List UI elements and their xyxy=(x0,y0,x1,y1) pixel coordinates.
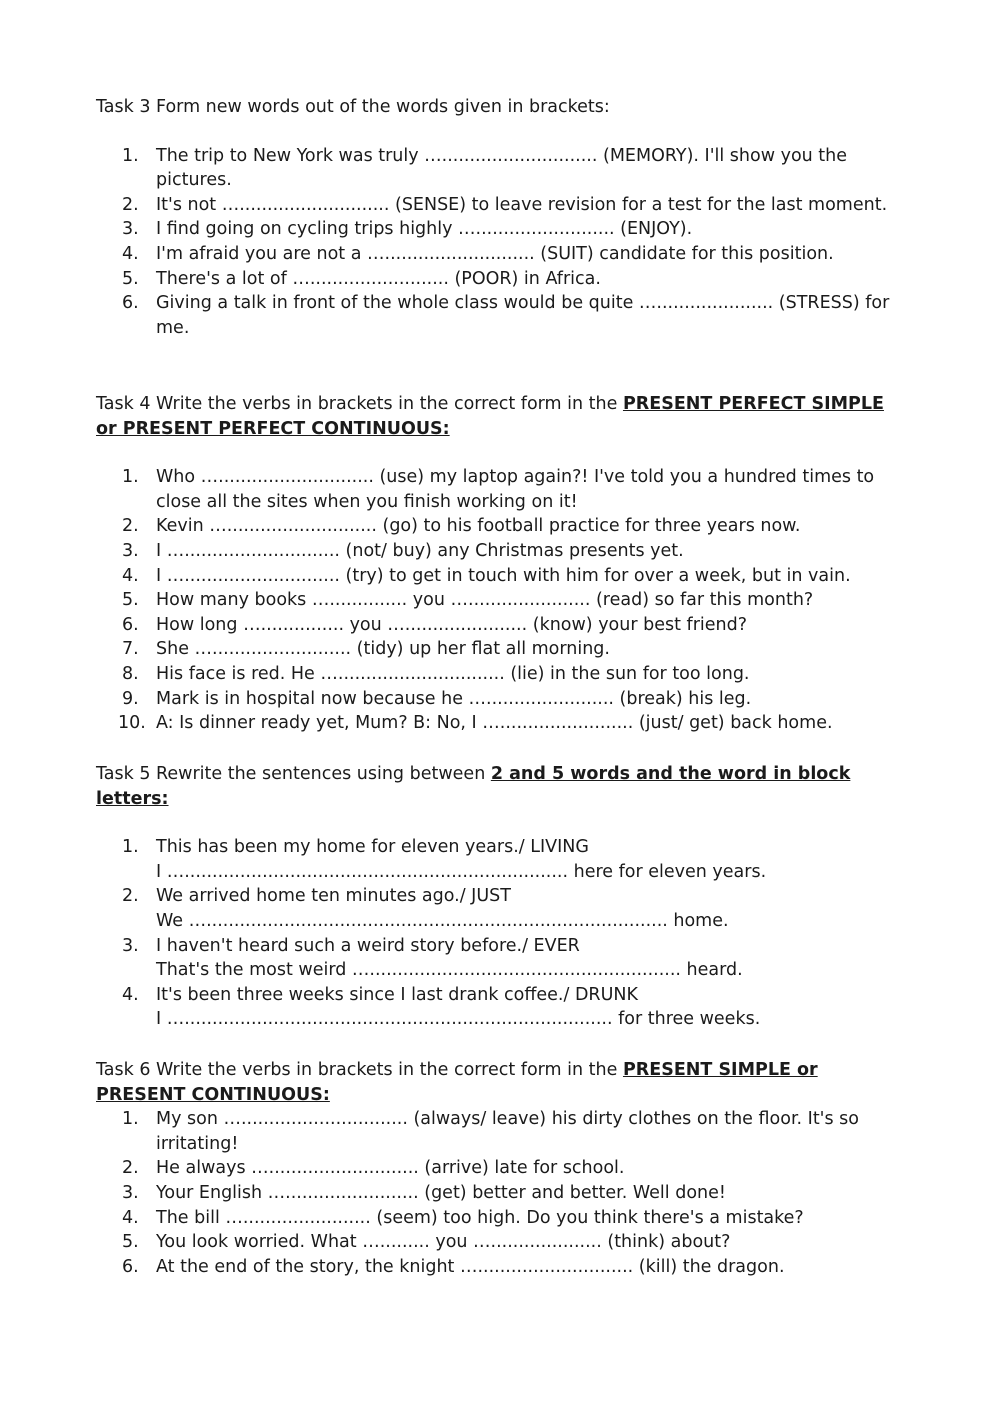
item-text: The trip to New York was truly …............................ (MEMORY). I'll show you the pictures. xyxy=(156,145,848,191)
list-item xyxy=(96,539,906,564)
item-text: I …............................ (try) to get in touch with him for over a week, but in vain. xyxy=(156,565,851,586)
item-text: Who …............................ (use) my laptop again?! I've told you a hundred times to close all the sites when you finish working on it! xyxy=(156,467,875,512)
task-4-heading xyxy=(96,392,906,441)
item-number: 4. xyxy=(122,984,139,1005)
list-item xyxy=(96,564,906,589)
item-number: 10. xyxy=(118,713,146,734)
item-number: 3. xyxy=(122,935,139,956)
item-number: 6. xyxy=(122,1256,139,1277)
list-item xyxy=(96,1107,906,1156)
item-text: I haven't heard such a weird story before./ EVER xyxy=(156,935,580,956)
list-item xyxy=(96,711,906,736)
item-text: How many books ….............. you …...................... (read) so far this month? xyxy=(156,590,814,611)
list-item xyxy=(96,217,906,242)
list-item xyxy=(96,1206,906,1231)
list-item xyxy=(96,1156,906,1181)
item-number: 2. xyxy=(122,516,139,537)
item-number: 7. xyxy=(122,639,139,660)
item-number: 5. xyxy=(122,1232,139,1253)
item-number: 4. xyxy=(122,243,139,264)
list-item xyxy=(96,144,906,193)
answer-line: I …............................................................................. for three weeks. xyxy=(156,1009,761,1030)
list-item xyxy=(96,613,906,638)
item-number: 1. xyxy=(122,467,139,488)
item-number: 3. xyxy=(122,1182,139,1203)
list-item xyxy=(96,934,906,983)
list-item xyxy=(96,291,906,340)
task-6-section xyxy=(96,1058,906,1279)
item-number: 3. xyxy=(122,540,139,561)
item-number: 9. xyxy=(122,688,139,709)
task-4-heading-text: Task 4 Write the verbs in brackets in the correct form in the xyxy=(96,394,623,414)
task-6-heading-text: Task 6 Write the verbs in brackets in the correct form in the xyxy=(96,1060,623,1080)
item-number: 1. xyxy=(122,837,139,858)
item-text: My son ….............................. (always/ leave) his dirty clothes on the floor. It's so irritating! xyxy=(156,1109,859,1154)
item-text: Giving a talk in front of the whole class would be quite …..................... (STRESS) for me. xyxy=(156,293,890,338)
task-3-list xyxy=(96,144,906,341)
item-text: His face is red. He ….............................. (lie) in the sun for too long. xyxy=(156,663,750,684)
task-5-list xyxy=(96,835,906,1032)
task-3-section xyxy=(96,95,906,340)
task-4-section xyxy=(96,392,906,736)
item-text: I'm afraid you are not a …........................... (SUIT) candidate for this position. xyxy=(156,243,834,264)
item-number: 5. xyxy=(122,590,139,611)
item-number: 5. xyxy=(122,268,139,289)
item-text: She …......................... (tidy) up her flat all morning. xyxy=(156,639,610,660)
task-5-heading-emphasis: 2 and 5 words and the word in block letters: xyxy=(96,764,851,809)
item-text: Kevin …........................... (go) to his football practice for three years now. xyxy=(156,516,801,537)
task-3-heading: Task 3 Form new words out of the words given in brackets: xyxy=(96,97,610,117)
list-item xyxy=(96,983,906,1032)
task-4-heading-emphasis: PRESENT PERFECT SIMPLE or PRESENT PERFECT CONTINUOUS: xyxy=(96,394,884,439)
item-number: 1. xyxy=(122,145,139,166)
item-text: You look worried. What …......... you ….................... (think) about? xyxy=(156,1232,731,1253)
item-text: Mark is in hospital now because he …....................... (break) his leg. xyxy=(156,688,752,709)
item-text: There's a lot of …......................... (POOR) in Africa. xyxy=(156,268,601,289)
list-item xyxy=(96,662,906,687)
list-item xyxy=(96,1230,906,1255)
list-item xyxy=(96,835,906,884)
item-text: At the end of the story, the knight …............................ (kill) the dragon. xyxy=(156,1256,785,1277)
item-number: 6. xyxy=(122,293,139,314)
item-text: He always …........................... (arrive) late for school. xyxy=(156,1158,625,1179)
list-item xyxy=(96,242,906,267)
item-text: How long …............... you …...................... (know) your best friend? xyxy=(156,614,748,635)
list-item xyxy=(96,884,906,933)
list-item xyxy=(96,588,906,613)
list-item xyxy=(96,267,906,292)
item-number: 4. xyxy=(122,565,139,586)
item-number: 2. xyxy=(122,194,139,215)
task-4-list xyxy=(96,465,906,736)
task-5-heading-text: Task 5 Rewrite the sentences using between xyxy=(96,764,491,784)
item-number: 6. xyxy=(122,614,139,635)
answer-line: We …................................................................................... home. xyxy=(156,910,729,931)
list-item xyxy=(96,687,906,712)
task-6-heading xyxy=(96,1058,906,1107)
list-item xyxy=(96,193,906,218)
answer-line: That's the most weird …........................................................ heard. xyxy=(156,960,743,981)
item-number: 4. xyxy=(122,1207,139,1228)
item-number: 2. xyxy=(122,1158,139,1179)
item-number: 1. xyxy=(122,1109,139,1130)
item-text: We arrived home ten minutes ago./ JUST xyxy=(156,886,511,907)
task-6-heading-emphasis: PRESENT SIMPLE or PRESENT CONTINUOUS: xyxy=(96,1060,818,1105)
task-5-heading xyxy=(96,762,906,811)
item-text: I find going on cycling trips highly …......................... (ENJOY). xyxy=(156,219,693,240)
item-text: Your English …........................ (get) better and better. Well done! xyxy=(156,1182,726,1203)
list-item xyxy=(96,637,906,662)
list-item xyxy=(96,1255,906,1280)
item-text: This has been my home for eleven years./ LIVING xyxy=(156,837,589,858)
item-number: 3. xyxy=(122,219,139,240)
item-text: It's been three weeks since I last drank coffee./ DRUNK xyxy=(156,984,638,1005)
task-5-section xyxy=(96,762,906,1032)
answer-line: I …..................................................................... here for eleven years. xyxy=(156,861,767,882)
item-number: 8. xyxy=(122,663,139,684)
item-text: I …............................ (not/ buy) any Christmas presents yet. xyxy=(156,540,684,561)
list-item xyxy=(96,514,906,539)
item-text: A: Is dinner ready yet, Mum? B: No, I …........................ (just/ get) back home. xyxy=(156,713,833,734)
item-number: 2. xyxy=(122,886,139,907)
list-item xyxy=(96,1181,906,1206)
list-item xyxy=(96,465,906,514)
task-6-list xyxy=(96,1107,906,1279)
item-text: It's not …........................... (SENSE) to leave revision for a test for the last moment. xyxy=(156,194,888,215)
item-text: The bill …....................... (seem) too high. Do you think there's a mistake? xyxy=(156,1207,804,1228)
